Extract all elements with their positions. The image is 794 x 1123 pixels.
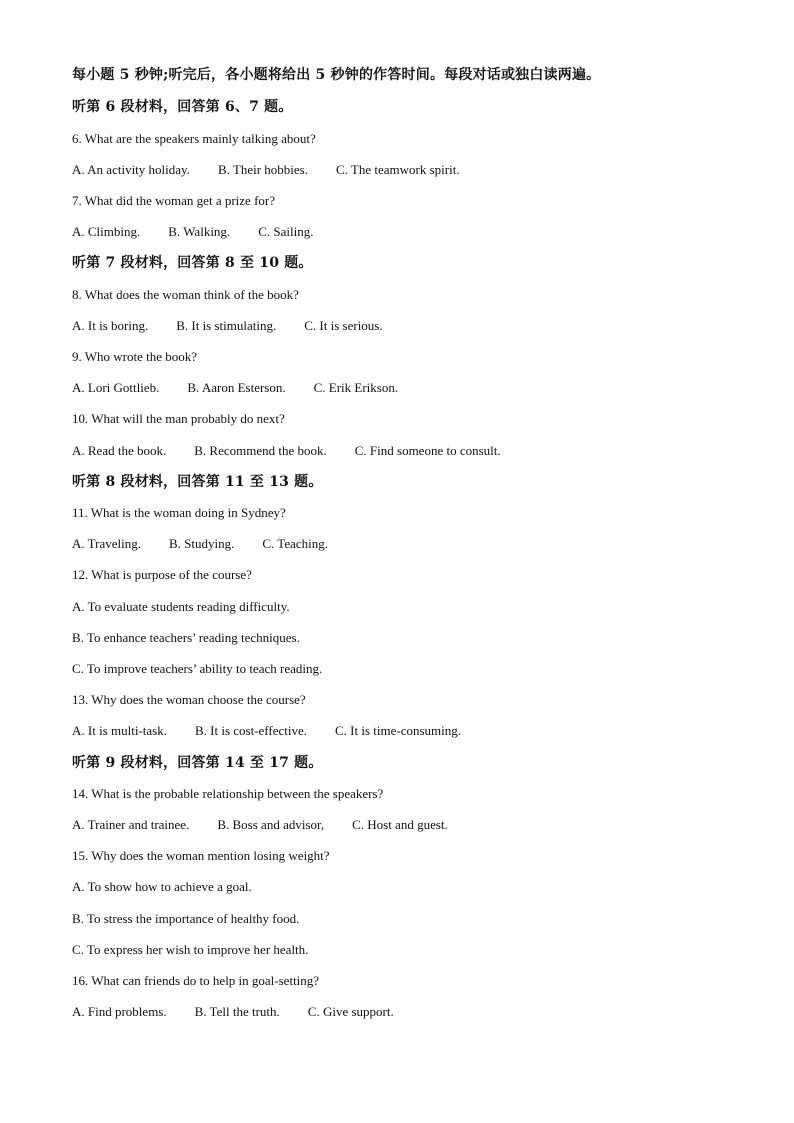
question-stem-6: 6. What are the speakers mainly talking about? — [72, 131, 316, 146]
option-11a: A. Traveling. — [72, 536, 141, 551]
option-6c: C. The teamwork spirit. — [335, 162, 460, 177]
question-stem-11: 11. What is the woman doing in Sydney? — [72, 505, 286, 520]
option-16a: A. Find problems. — [72, 1004, 167, 1019]
option-15b: B. To stress the importance of healthy food. — [72, 911, 300, 926]
section-heading-6: 听第 6 段材料，回答第 6、7 题。 — [72, 99, 293, 115]
question-stem-8: 8. What does the woman think of the book? — [72, 287, 299, 302]
option-7c: C. Sailing. — [258, 224, 314, 239]
option-8a: A. It is boring. — [72, 318, 149, 333]
question-stem-9: 9. Who wrote the book? — [72, 349, 198, 364]
option-9b: B. Aaron Esterson. — [187, 380, 286, 395]
option-14b: B. Boss and advisor, — [217, 817, 325, 832]
option-14c: C. Host and guest. — [352, 817, 448, 832]
option-6a: A. An activity holiday. — [72, 162, 190, 177]
option-13a: A. It is multi-task. — [72, 723, 167, 738]
option-10c: C. Find someone to consult. — [354, 443, 501, 458]
option-16b: B. Tell the truth. — [194, 1004, 280, 1019]
answer-options-8 — [72, 318, 383, 334]
option-11b: B. Studying. — [168, 536, 235, 551]
answer-options-14 — [72, 817, 448, 833]
option-15c: C. To express her wish to improve her health. — [72, 942, 309, 957]
question-stem-10: 10. What will the man probably do next? — [72, 411, 285, 426]
option-8b: B. It is stimulating. — [176, 318, 277, 333]
option-14a: A. Trainer and trainee. — [72, 817, 190, 832]
question-stem-15: 15. Why does the woman mention losing weight? — [72, 848, 330, 863]
section-heading-8: 听第 8 段材料，回答第 11 至 13 题。 — [72, 474, 323, 490]
option-10b: B. Recommend the book. — [194, 443, 327, 458]
option-7b: B. Walking. — [168, 224, 231, 239]
answer-options-7 — [72, 224, 313, 240]
question-stem-16: 16. What can friends do to help in goal-setting? — [72, 973, 320, 988]
answer-options-13 — [72, 723, 461, 739]
option-13c: C. It is time-consuming. — [335, 723, 462, 738]
question-stem-14: 14. What is the probable relationship between the speakers? — [72, 786, 384, 801]
option-13b: B. It is cost-effective. — [194, 723, 307, 738]
question-stem-7: 7. What did the woman get a prize for? — [72, 193, 275, 208]
option-12a: A. To evaluate students reading difficulty. — [72, 599, 290, 614]
instructions-text: 每小题 5 秒钟;听完后，各小题将给出 5 秒钟的作答时间。每段对话或独白读两遍。 — [72, 67, 601, 83]
question-stem-13: 13. Why does the woman choose the course? — [72, 692, 306, 707]
answer-options-10 — [72, 443, 501, 459]
option-6b: B. Their hobbies. — [217, 162, 308, 177]
answer-options-11 — [72, 536, 328, 552]
question-stem-12: 12. What is purpose of the course? — [72, 567, 252, 582]
answer-options-9 — [72, 380, 398, 396]
option-12c: C. To improve teachers’ ability to teach reading. — [72, 661, 323, 676]
option-15a: A. To show how to achieve a goal. — [72, 879, 252, 894]
option-9c: C. Erik Erikson. — [313, 380, 399, 395]
option-16c: C. Give support. — [307, 1004, 394, 1019]
option-7a: A. Climbing. — [72, 224, 141, 239]
answer-options-16 — [72, 1004, 394, 1020]
section-heading-9: 听第 9 段材料，回答第 14 至 17 题。 — [72, 755, 323, 771]
option-11c: C. Teaching. — [262, 536, 329, 551]
option-8c: C. It is serious. — [304, 318, 383, 333]
option-9a: A. Lori Gottlieb. — [72, 380, 160, 395]
option-12b: B. To enhance teachers’ reading techniques. — [72, 630, 300, 645]
option-10a: A. Read the book. — [72, 443, 167, 458]
section-heading-7: 听第 7 段材料，回答第 8 至 10 题。 — [72, 255, 313, 271]
answer-options-6 — [72, 162, 460, 178]
